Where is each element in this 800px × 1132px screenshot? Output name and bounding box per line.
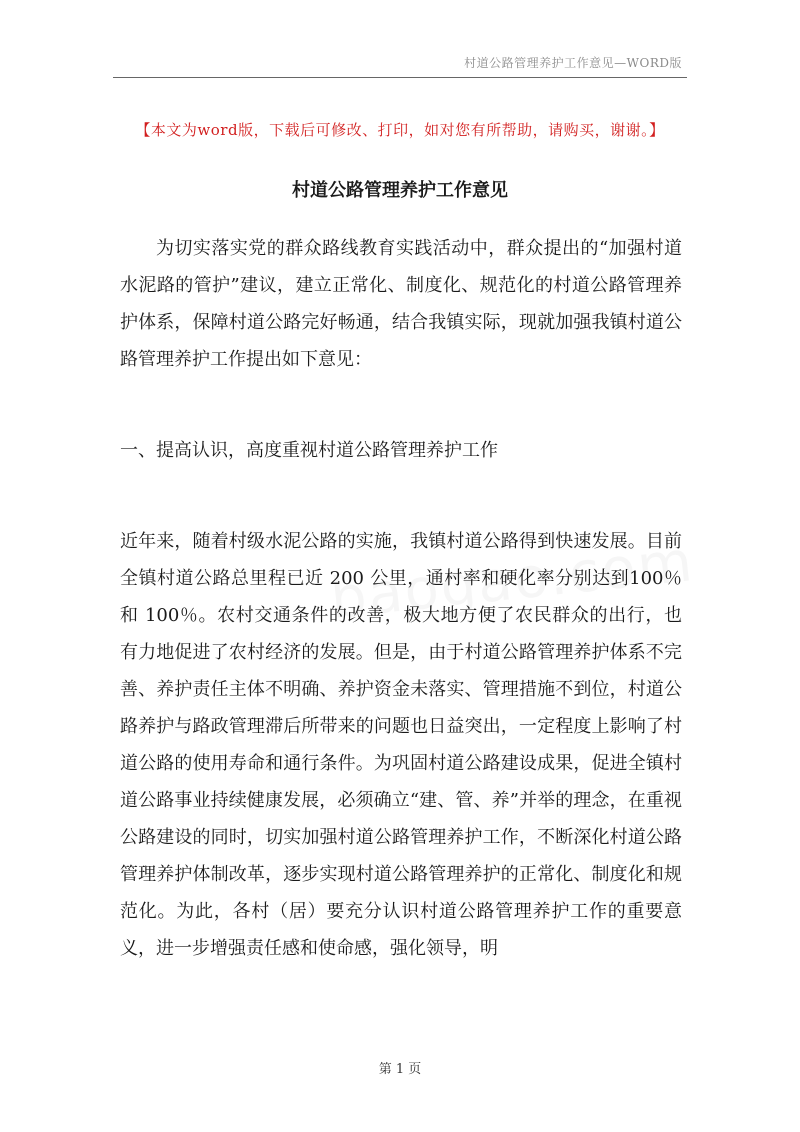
purchase-notice: 【本文为word版，下载后可修改、打印，如对您有所帮助，请购买，谢谢。】 [135,121,665,139]
intro-paragraph: 为切实落实党的群众路线教育实践活动中，群众提出的“加强村道水泥路的管护”建议，建立正常化、制度化、规范化的村道公路管理养护体系，保障村道公路完好畅通，结合我镇实际，现就加强我镇村道公路管理养护工作提出如下意见： [120,238,682,370]
page-number: 第 1 页 [378,1062,422,1077]
section-heading-1: 一、提高认识，高度重视村道公路管理养护工作 [120,440,498,461]
header-divider [113,77,687,78]
page-header: 村道公路管理养护工作意见—WORD版 [464,56,682,70]
document-title: 村道公路管理养护工作意见 [292,180,508,201]
section-1-body: 近年来，随着村级水泥公路的实施，我镇村道公路得到快速发展。目前全镇村道公路总里程已近 200 公里，通村率和硬化率分别达到100％和 100％。农村交通条件的改善，极大地方便了农民群众的出行，也有力地促进了农村经济的发展。但是，由于村道公路管理养护体系不完善、养护责任主体不明确、养护资金未落实、管理措施不到位，村道公路养护与路政管理滞后所带来的问题也日益突出，一定程度上影响了村道公路的使用寿命和通行条件。为巩固村道公路建设成果，促进全镇村道公路事业持续健康发展，必须确立“建、管、养”并举的理念，在重视公路建设的同时，切实加强村道公路管理养护工作，不断深化村道公路管理养护体制改革，逐步实现村道公路管理养护的正常化、制度化和规范化。为此，各村（居）要充分认识村道公路管理养护工作的重要意义，进一步增强责任感和使命感，强化领导，明 [120,531,682,959]
